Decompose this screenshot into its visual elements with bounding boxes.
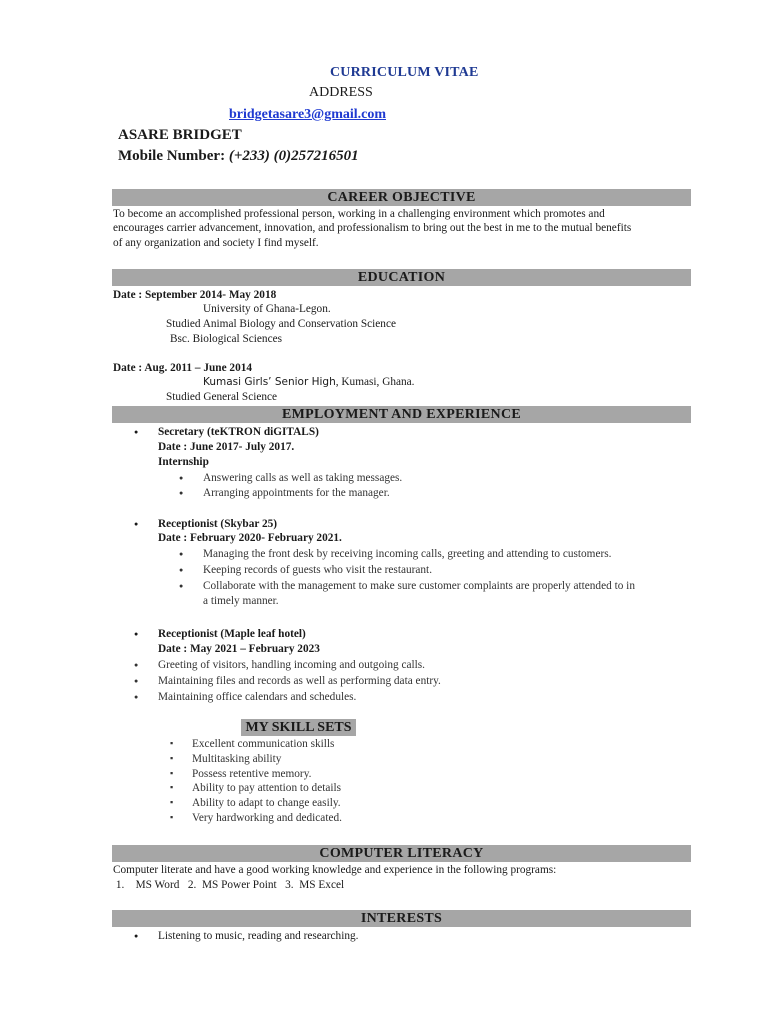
education-studied: Studied General Science [166, 391, 278, 403]
job-duty: ● Maintaining office calendars and schedules. [158, 690, 356, 705]
job-duty: ● Keeping records of guests who visit the restaurant. [203, 563, 432, 578]
education-studied: Studied Animal Biology and Conservation Science [166, 318, 396, 330]
job-duty-continued: a timely manner. [203, 595, 279, 607]
objective-line: of any organization and society I find myself. [113, 237, 319, 249]
skill-item: ▪ Ability to pay attention to details [192, 781, 341, 796]
skill-item: ▪ Possess retentive memory. [192, 767, 311, 782]
computer-literacy-heading: COMPUTER LITERACY [112, 845, 691, 862]
education-heading: EDUCATION [112, 269, 691, 286]
skill-item: ▪ Very hardworking and dedicated. [192, 811, 342, 826]
mobile-number [118, 148, 359, 165]
job-duty: ● Arranging appointments for the manager. [203, 486, 390, 501]
computer-programs: 1. MS Word 2. MS Power Point 3. MS Excel [113, 879, 345, 891]
address-label: ADDRESS [309, 85, 373, 100]
job-duty: ● Greeting of visitors, handling incoming and outgoing calls. [158, 658, 425, 673]
applicant-name: ASARE BRIDGET [118, 127, 242, 143]
mobile-value: (+233) (0)257216501 [228, 148, 359, 164]
mobile-label: Mobile Number: [118, 148, 226, 164]
skill-item: ▪ Ability to adapt to change easily. [192, 796, 341, 811]
employment-heading: EMPLOYMENT AND EXPERIENCE [112, 406, 691, 423]
interests-heading: INTERESTS [112, 910, 691, 927]
objective-line: To become an accomplished professional person, working in a challenging environment which promotes and [113, 208, 605, 220]
skills-heading: MY SKILL SETS [241, 719, 356, 736]
job-title: ● Secretary (teKTRON diGITALS) [158, 425, 319, 440]
job-date: Date : February 2020- February 2021. [158, 532, 342, 544]
career-objective-heading: CAREER OBJECTIVE [112, 189, 691, 206]
objective-line: encourages carrier advancement, innovation, and professionalism to bring out the best in me to the mutual benefits [113, 222, 632, 234]
skill-item: ▪ Multitasking ability [192, 752, 281, 767]
job-duty: ● Managing the front desk by receiving incoming calls, greeting and attending to customers. [203, 547, 611, 562]
email-link[interactable]: bridgetasare3@gmail.com [229, 107, 387, 122]
job-duty: ● Answering calls as well as taking messages. [203, 471, 402, 486]
interest-item: ● Listening to music, reading and researching. [158, 929, 358, 944]
education-date: Date : Aug. 2011 – June 2014 [113, 362, 253, 374]
education-school: University of Ghana-Legon. [203, 303, 331, 315]
job-type: Internship [158, 456, 209, 468]
computer-literacy-text: Computer literate and have a good working knowledge and experience in the following programs: [113, 864, 557, 876]
skill-item: ▪ Excellent communication skills [192, 737, 334, 752]
job-title: ● Receptionist (Maple leaf hotel) [158, 627, 306, 642]
job-date: Date : June 2017- July 2017. [158, 441, 295, 453]
education-school-location: , Kumasi, Ghana. [335, 376, 415, 388]
job-title: ● Receptionist (Skybar 25) [158, 517, 277, 532]
education-school [203, 375, 415, 390]
cv-title: CURRICULUM VITAE [330, 65, 479, 80]
job-date: Date : May 2021 – February 2023 [158, 643, 320, 655]
job-duty: ● Collaborate with the management to make sure customer complaints are properly attended to in [203, 579, 635, 594]
education-school-name: Kumasi Girls’ Senior High [203, 376, 336, 388]
education-degree: Bsc. Biological Sciences [170, 333, 283, 345]
job-duty: ● Maintaining files and records as well as performing data entry. [158, 674, 441, 689]
education-date: Date : September 2014- May 2018 [113, 289, 277, 301]
